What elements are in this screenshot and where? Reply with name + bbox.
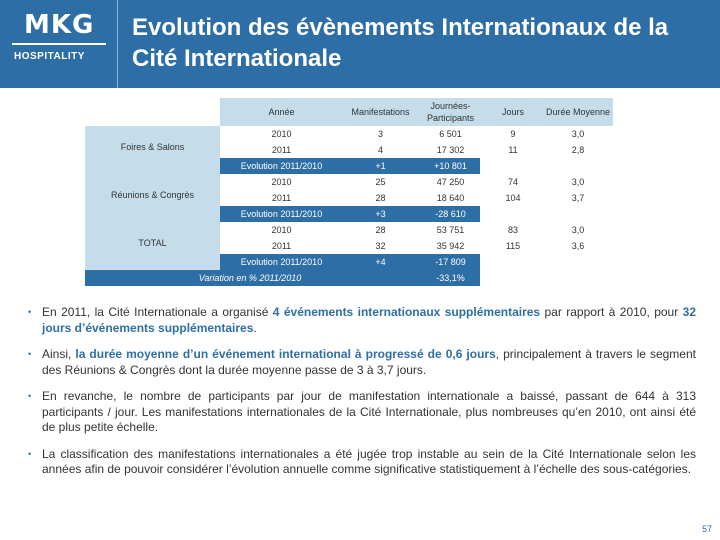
bullet-text: , principalement à travers le segment des Réunions & Congrès dont la durée moyenne passe de 3 à 3,7 jours. [42, 347, 696, 377]
page-number: 57 [701, 524, 712, 534]
highlighted-text: 32 jours d’événements supplémentaires [42, 305, 696, 335]
column-header: Manifestations [351, 107, 410, 117]
evolution-cell: Evolution 2011/2010 [240, 257, 323, 267]
table-cell: 2010 [271, 129, 292, 139]
table-cell: 3,7 [571, 193, 585, 203]
bullet-dot-icon: • [28, 391, 32, 401]
table-cell: 2,8 [571, 145, 585, 155]
bullet-list [28, 305, 696, 489]
evolution-cell: Evolution 2011/2010 [240, 161, 323, 171]
bullet-item [28, 447, 696, 478]
bullet-text: La classification des manifestations internationales a été jugée trop instable au sein de la Cité Internationale selon les années afin de pouvoir considérer l’évolution annuelle comme significative statistiquement à l’échelle des sous-catégories. [42, 446, 696, 476]
table-cell: 6 501 [439, 129, 462, 139]
evolution-cell: Evolution 2011/2010 [240, 209, 323, 219]
logo-subtext: HOSPITALITY [14, 51, 85, 62]
evolution-cell: +3 [375, 209, 386, 219]
table-cell: 3,0 [571, 129, 585, 139]
bullet-dot-icon: • [28, 349, 32, 359]
evolution-cell: +32 [505, 257, 521, 267]
table-cell: 25 [375, 177, 386, 187]
table-cell: 32 [375, 241, 386, 251]
table-cell: 3,0 [571, 225, 585, 235]
bullet-dot-icon: • [28, 307, 32, 317]
column-header: Jours [501, 107, 524, 117]
evolution-cell: +2 [507, 161, 519, 171]
bullet-text: En revanche, le nombre de participants par jour de manifestation internationale a baissé, passant de 644 à 313 participants / jour. Les manifestations internationales de la Cité Internationale, plus nombreuses qu’en 2010, ont ainsi été de plus petite échelle. [42, 389, 696, 434]
table-cell: 3,0 [571, 177, 585, 187]
variation-value: -33,1% [436, 273, 465, 283]
table-cell: 28 [375, 225, 386, 235]
evolution-cell: -0,2 [570, 161, 586, 171]
table-cell: 47 250 [436, 177, 465, 187]
table-cell: 3,6 [571, 241, 585, 251]
table-cell: 2011 [271, 241, 292, 251]
header-bar [0, 0, 720, 88]
bullet-text: par rapport à 2010, pour [540, 305, 683, 319]
company-logo [0, 0, 118, 88]
group-label: TOTAL [138, 238, 167, 248]
bullet-item [28, 305, 696, 336]
page-title: Evolution des évènements Internationaux de la Cité Internationale [132, 14, 669, 72]
table-cell: 35 942 [436, 241, 465, 251]
bullet-dot-icon: • [28, 448, 32, 459]
bullet-text: Ainsi, [42, 347, 76, 361]
table-cell: 53 751 [436, 225, 465, 235]
table-cell: 74 [507, 177, 518, 187]
table-cell: 2011 [271, 145, 292, 155]
group-label: Foires & Salons [120, 142, 185, 152]
evolution-cell: -17 809 [435, 257, 466, 267]
table-cell: 104 [505, 193, 521, 203]
table-cell: 18 640 [436, 193, 465, 203]
table-cell: 4 [377, 145, 383, 155]
variation-label: Variation en % 2011/2010 [198, 273, 302, 283]
table-cell: 83 [507, 225, 518, 235]
evolution-cell: +4 [375, 257, 386, 267]
highlighted-text: la durée moyenne d’un événement international à progressé de 0,6 jours [75, 347, 496, 361]
bullet-text: En 2011, la Cité Internationale a organisé [42, 305, 273, 319]
table-cell: 3 [377, 129, 383, 139]
column-header: Journées-Participants [426, 101, 475, 123]
evolution-cell: +30 [505, 209, 521, 219]
group-label: Réunions & Congrès [110, 190, 195, 200]
evolution-cell: +0,7 [569, 209, 587, 219]
evolution-cell: +10 801 [434, 161, 467, 171]
table-cell: 2010 [271, 177, 292, 187]
bullet-item [28, 389, 696, 436]
evolution-cell: +1 [375, 161, 386, 171]
logo-text: MKG [24, 10, 95, 40]
table-cell: 17 302 [436, 145, 465, 155]
table-cell: 11 [508, 145, 518, 155]
bullet-text: . [253, 320, 257, 335]
logo-divider [12, 43, 106, 45]
table-cell: 2011 [271, 193, 292, 203]
bullet-item [28, 347, 696, 378]
evolution-cell: +0,6 [569, 257, 587, 267]
table-cell: 115 [505, 241, 521, 251]
highlighted-text: 4 événements internationaux supplémentaires [272, 305, 541, 319]
table-cell: 28 [375, 193, 386, 203]
table-cell: 2010 [271, 225, 292, 235]
column-header: Durée Moyenne [545, 107, 611, 117]
evolution-cell: -28 610 [435, 209, 466, 219]
column-header: Année [268, 107, 295, 117]
table-cell: 9 [510, 129, 516, 139]
